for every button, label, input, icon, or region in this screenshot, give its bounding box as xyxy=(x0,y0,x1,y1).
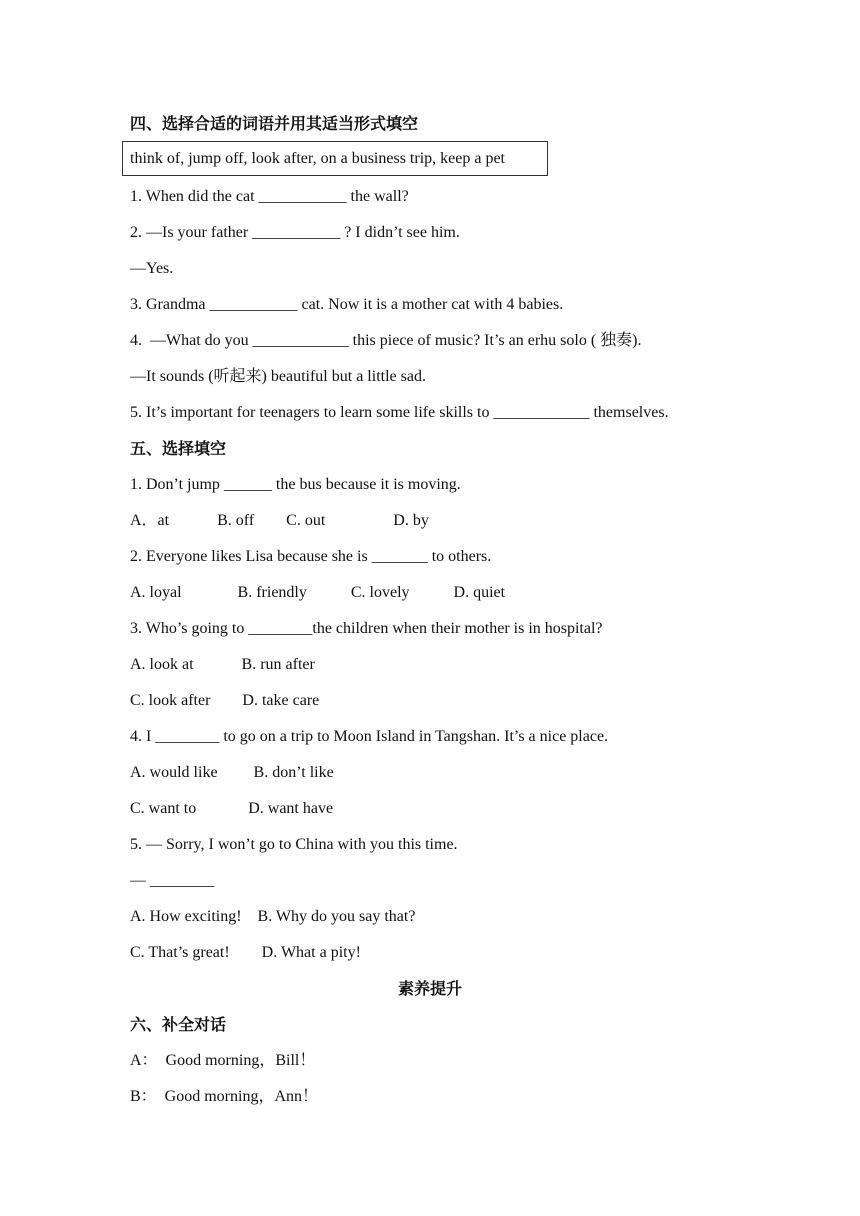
s5-question-4-options-row2: C. want to D. want have xyxy=(130,800,334,817)
s4-question-1: 1. When did the cat ___________ the wall? xyxy=(130,188,409,205)
section-4-heading: 四、选择合适的词语并用其适当形式填空 xyxy=(130,114,419,133)
s5-question-5-blank: — ________ xyxy=(130,872,214,889)
section-5-heading: 五、选择填空 xyxy=(130,439,227,458)
s5-question-5: 5. — Sorry, I won’t go to China with you this time. xyxy=(130,836,458,853)
s5-question-4-options-row1: A. would like B. don’t like xyxy=(130,764,334,781)
s4-question-3: 3. Grandma ___________ cat. Now it is a mother cat with 4 babies. xyxy=(130,296,564,313)
s4-question-2: 2. —Is your father ___________ ? I didn’t see him. xyxy=(130,224,460,241)
s5-question-3-options-row2: C. look after D. take care xyxy=(130,692,320,709)
s4-question-5: 5. It’s important for teenagers to learn some life skills to ____________ themselves. xyxy=(130,404,669,421)
s5-question-3: 3. Who’s going to ________the children when their mother is in hospital? xyxy=(130,620,603,637)
s5-question-2: 2. Everyone likes Lisa because she is _______ to others. xyxy=(130,548,492,565)
s5-question-3-options-row1: A. look at B. run after xyxy=(130,656,315,673)
literacy-section-title: 素养提升 xyxy=(397,979,462,998)
s5-question-1-options: A．at B. off C. out D. by xyxy=(130,512,429,529)
s5-question-5-options-row1: A. How exciting! B. Why do you say that? xyxy=(130,908,416,925)
dialogue-line-a: A： Good morning，Bill！ xyxy=(130,1052,316,1069)
s5-question-5-options-row2: C. That’s great! D. What a pity! xyxy=(130,944,361,961)
s4-question-4: 4. —What do you ____________ this piece of music? It’s an erhu solo ( 独奏). xyxy=(130,332,642,349)
section-6-heading: 六、补全对话 xyxy=(130,1015,227,1034)
s5-question-1: 1. Don’t jump ______ the bus because it is moving. xyxy=(130,476,461,493)
dialogue-line-b: B： Good morning，Ann！ xyxy=(130,1088,319,1105)
s5-question-4: 4. I ________ to go on a trip to Moon Island in Tangshan. It’s a nice place. xyxy=(130,728,609,745)
word-bank-box: think of, jump off, look after, on a business trip, keep a pet xyxy=(122,141,548,176)
s4-question-2-answer: —Yes. xyxy=(130,260,174,277)
s4-question-4-answer: —It sounds (听起来) beautiful but a little sad. xyxy=(130,368,426,385)
s5-question-2-options: A. loyal B. friendly C. lovely D. quiet xyxy=(130,584,506,601)
